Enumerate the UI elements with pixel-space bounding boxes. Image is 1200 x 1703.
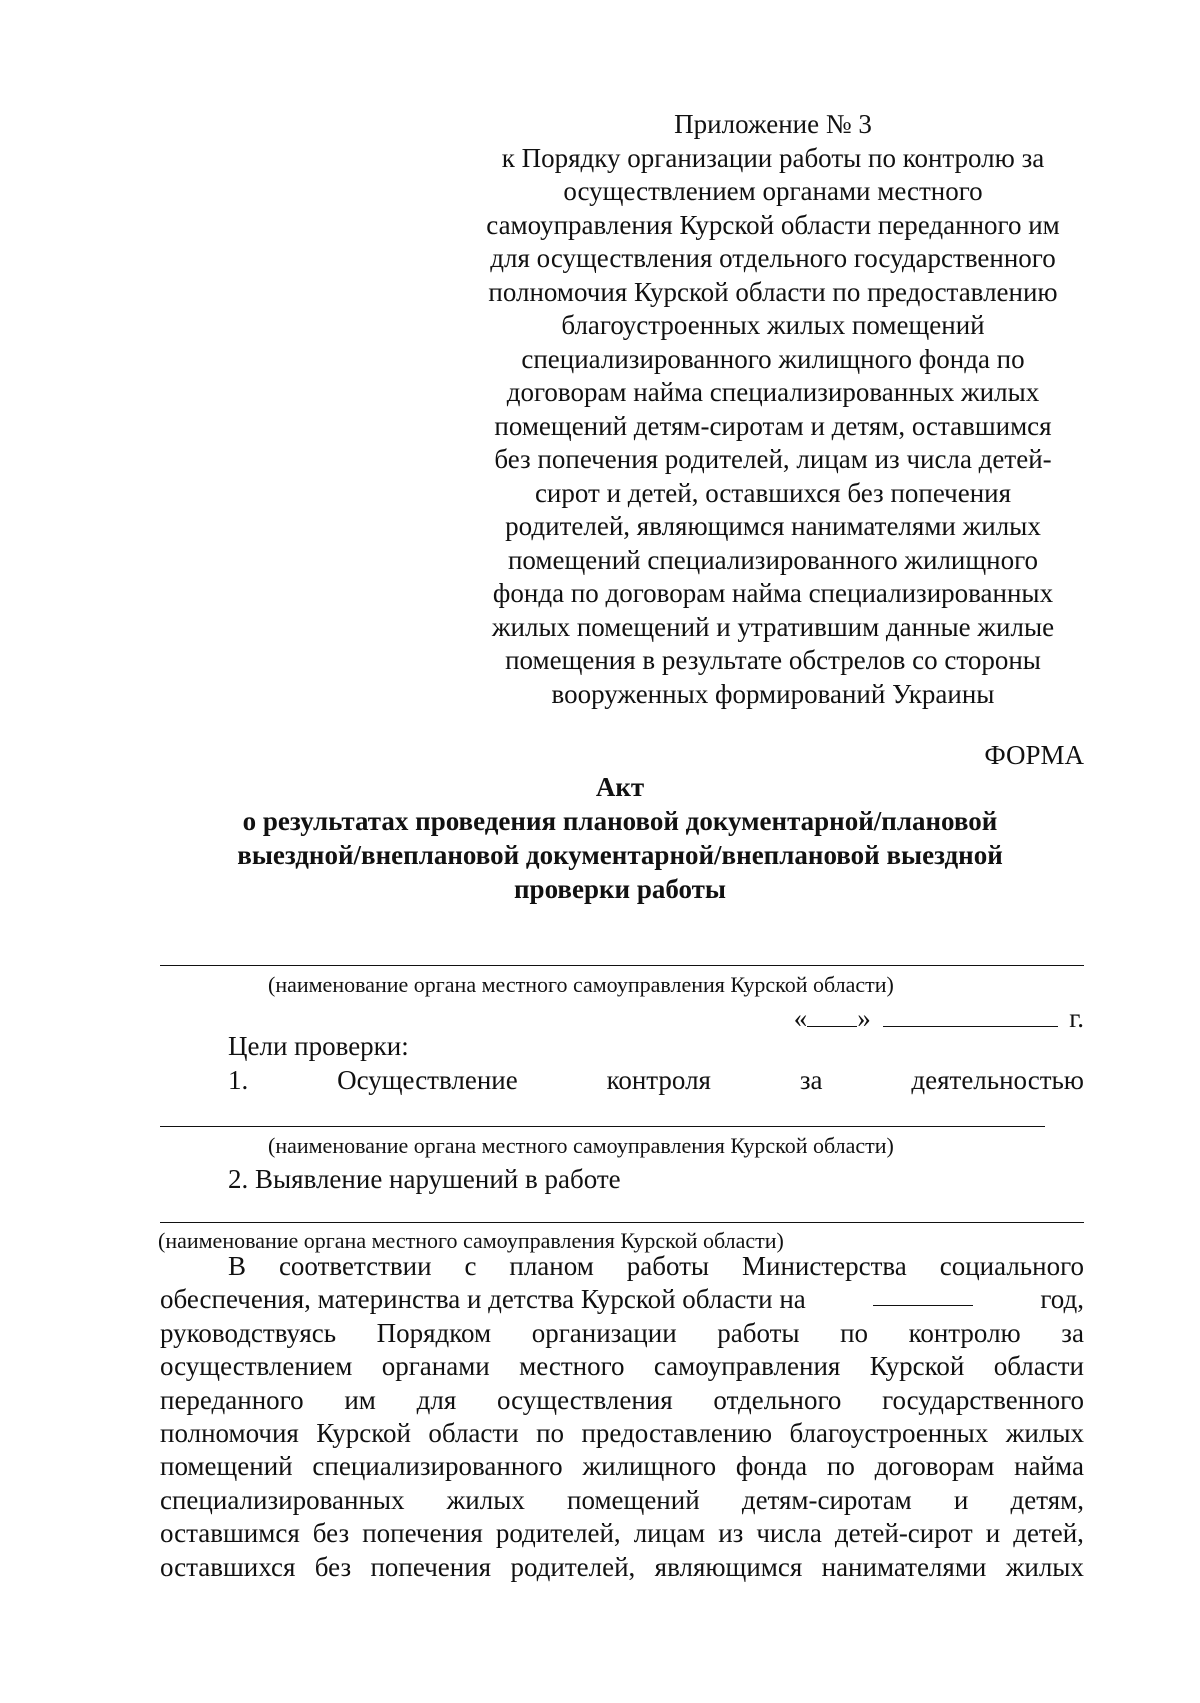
- appendix-line: благоустроенных жилых помещений: [561, 310, 985, 340]
- appendix-line: полномочия Курской области по предоставлению: [488, 276, 1058, 307]
- body-word: работы: [626, 1251, 710, 1281]
- body-word: родителей,: [510, 1551, 636, 1582]
- goal-item-1-word: Осуществление: [337, 1065, 518, 1095]
- appendix-line: договорам найма специализированных жилых: [506, 377, 1040, 407]
- body-word: лицам: [633, 1518, 706, 1549]
- body-word: с: [464, 1251, 477, 1281]
- body-word: жилых: [446, 1484, 525, 1515]
- body-word: Порядком: [376, 1317, 492, 1348]
- body-word: фонда: [735, 1451, 808, 1482]
- goal-item-1-word: контроля: [606, 1065, 711, 1095]
- body-word: Курской: [869, 1351, 965, 1382]
- body-word: руководствуясь: [160, 1317, 337, 1348]
- act-title: [160, 770, 1080, 906]
- body-word: контролю: [908, 1317, 1021, 1348]
- org-name-line-1[interactable]: [160, 965, 1084, 966]
- body-word: жилых: [1005, 1551, 1084, 1582]
- appendix-line: родителей, являющимся нанимателями жилых: [505, 511, 1041, 541]
- body-word: осуществлением: [160, 1351, 353, 1382]
- goal-item-1: [228, 1064, 1084, 1096]
- body-word: без: [312, 1518, 350, 1549]
- body-word: жилищного: [582, 1451, 717, 1482]
- body-word: органами: [381, 1351, 490, 1382]
- goals-heading: Цели проверки:: [228, 1031, 409, 1061]
- body-word: Министерства: [742, 1251, 907, 1281]
- body-word: переданного: [160, 1384, 304, 1415]
- body-word: благоустроенных: [789, 1418, 989, 1449]
- appendix-line: помещений детям-сиротам и детям, оставшимся: [494, 410, 1052, 441]
- org-name-caption-3: (наименование органа местного самоуправления Курской области): [158, 1228, 784, 1253]
- body-word: найма: [1014, 1451, 1084, 1482]
- body-word: области: [993, 1351, 1084, 1382]
- appendix-line: вооруженных формирований Украины: [551, 678, 995, 709]
- forma-label: ФОРМА: [984, 740, 1084, 770]
- body-word: социального: [939, 1251, 1084, 1281]
- body-word: детей,: [1013, 1518, 1084, 1549]
- act-title-line: выездной/внеплановой документарной/внеплановой выездной: [237, 840, 1003, 870]
- appendix-line: Приложение № 3: [674, 109, 872, 139]
- body-word: специализированных: [160, 1484, 405, 1515]
- body-word: являющимся: [654, 1551, 803, 1582]
- goal-item-1-word: за: [799, 1065, 823, 1095]
- body-text: обеспечения, материнства и детства Курской области на: [160, 1284, 806, 1315]
- act-title-heading: Акт: [595, 772, 645, 802]
- body-word: из: [718, 1518, 744, 1549]
- body-word: полномочия: [160, 1418, 299, 1449]
- date-row: [794, 1002, 1084, 1034]
- body-word: детям-сиротам: [741, 1484, 912, 1515]
- body-word: В: [228, 1251, 247, 1281]
- body-word: по: [826, 1451, 855, 1482]
- body-word: им: [344, 1384, 376, 1415]
- body-word: по: [840, 1317, 869, 1348]
- body-word: отдельного: [713, 1384, 842, 1415]
- body-word: Курской: [316, 1418, 411, 1449]
- date-close-quote: »: [857, 1003, 871, 1033]
- body-word: соответствии: [278, 1251, 432, 1281]
- body-word: самоуправления: [653, 1351, 841, 1382]
- body-word: попечения: [362, 1518, 483, 1549]
- act-title-line: проверки работы: [514, 874, 726, 904]
- body-word: местного: [519, 1351, 625, 1382]
- body-word: оставшимся: [160, 1518, 300, 1549]
- org-name-line-2[interactable]: [160, 1126, 1045, 1127]
- body-word: числа: [756, 1518, 822, 1549]
- goal-item-1-word: 1.: [228, 1065, 249, 1095]
- body-word: осуществления: [496, 1384, 673, 1415]
- goal-item-2: 2. Выявление нарушений в работе: [228, 1164, 621, 1194]
- appendix-line: без попечения родителей, лицам из числа детей-: [494, 444, 1052, 474]
- body-word: предоставлению: [581, 1418, 772, 1449]
- body-word: организации: [531, 1317, 677, 1348]
- body-word: договорам: [874, 1451, 995, 1482]
- body-word: для: [416, 1384, 457, 1415]
- body-text: год,: [1040, 1284, 1084, 1315]
- appendix-line: самоуправления Курской области переданного им: [486, 209, 1060, 240]
- body-word: оставшихся: [160, 1551, 296, 1582]
- body-line: [160, 1250, 1084, 1283]
- appendix-line: для осуществления отдельного государственного: [490, 243, 1056, 273]
- appendix-line: к Порядку организации работы по контролю за: [501, 142, 1045, 173]
- org-name-caption-1: (наименование органа местного самоуправления Курской области): [268, 972, 894, 997]
- body-line: [160, 1517, 1084, 1550]
- body-word: по: [536, 1418, 565, 1449]
- body-line: [160, 1551, 1084, 1584]
- body-line-with-year-blank: [160, 1283, 1084, 1316]
- date-year-suffix: г.: [1069, 1003, 1084, 1033]
- date-open-quote: «: [793, 1003, 808, 1033]
- body-word: жилых: [1005, 1418, 1084, 1449]
- body-word: детям,: [1010, 1484, 1084, 1515]
- body-word: специализированного: [312, 1451, 563, 1482]
- body-word: нанимателями: [821, 1551, 987, 1582]
- date-month-year-field[interactable]: [883, 1004, 1058, 1027]
- body-line: [160, 1484, 1084, 1517]
- body-word: работы: [717, 1317, 800, 1348]
- body-line: [160, 1350, 1084, 1383]
- body-word: и: [953, 1484, 969, 1515]
- body-line: [160, 1450, 1084, 1483]
- body-word: планом: [509, 1251, 594, 1281]
- appendix-line: специализированного жилищного фонда по: [521, 343, 1025, 374]
- body-word: без: [314, 1551, 352, 1582]
- act-title-line: о результатах проведения плановой документарной/плановой: [242, 806, 998, 836]
- appendix-line: осуществлением органами местного: [563, 176, 983, 206]
- body-word: попечения: [370, 1551, 492, 1582]
- appendix-line: жилых помещений и утратившим данные жилые: [491, 611, 1055, 642]
- appendix-line: фонда по договорам найма специализированных: [492, 578, 1054, 608]
- body-word: области: [428, 1418, 519, 1449]
- body-word: помещений: [567, 1484, 700, 1515]
- org-name-line-3[interactable]: [160, 1222, 1084, 1223]
- year-blank-field[interactable]: [873, 1283, 973, 1306]
- goal-item-1-word: деятельностью: [911, 1065, 1084, 1095]
- appendix-line: помещений специализированного жилищного: [507, 544, 1039, 575]
- body-paragraph: [160, 1250, 1084, 1584]
- appendix-line: сирот и детей, оставшихся без попечения: [534, 477, 1012, 508]
- appendix-header: [448, 108, 1098, 711]
- appendix-line: помещения в результате обстрелов со стороны: [505, 645, 1041, 675]
- body-line: [160, 1317, 1084, 1350]
- body-word: родителей,: [495, 1518, 621, 1549]
- body-line: [160, 1384, 1084, 1417]
- body-word: помещений: [160, 1451, 293, 1482]
- body-word: государственного: [882, 1384, 1084, 1415]
- date-day-field[interactable]: [807, 1004, 857, 1027]
- body-word: за: [1061, 1317, 1084, 1348]
- body-word: и: [985, 1518, 1001, 1549]
- body-word: детей-сирот: [834, 1518, 973, 1549]
- body-line: [160, 1417, 1084, 1450]
- org-name-caption-2: (наименование органа местного самоуправления Курской области): [268, 1133, 894, 1158]
